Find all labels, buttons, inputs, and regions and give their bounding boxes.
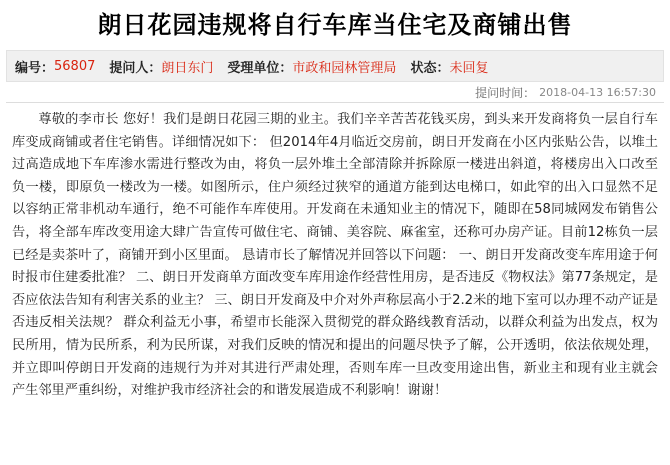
unit-value[interactable]: 市政和园林管理局 [292,60,397,76]
meta-bar [6,50,664,82]
time-value: 2018-04-13 16:57:30 [539,85,656,99]
submitter-value[interactable]: 朗日东门 [161,60,214,76]
number-label: 编号： [15,60,55,76]
time-label: 提问时间： [475,85,536,100]
status-label: 状态： [410,60,450,76]
page-title: 朗日花园违规将自行车库当住宅及商铺出售 [97,10,573,39]
submitter-label: 提问人： [109,60,162,76]
timestamp-row [6,82,664,103]
number-value: 56807 [54,58,96,74]
status-badge: 未回复 [449,60,489,76]
message-body: 尊敬的李市长 您好！我们是朗日花园三期的业主。我们辛辛苦苦花钱买房，到头来开发商将负一层自行车库变成商铺或者住宅销售。详细情况如下： 但2014年4月临近交房前，朗日开发商在小区内张贴公告，以堆土过高造成地下车库渗水需进行整改为由，将负一层外堆土全部清除并拆除原一楼进出斜道，将楼房出入口改至负一楼，即原负一楼改为一楼。如图所示，住户须经过狭窄的通道方能到达电梯口，如此窄的出入口显然不足以容纳正常非机动车通行，绝不可能作车库使用。开发商在未通知业主的情况下，随即在58同城网发布销售公告，将全部车库改变用途大肆广告宣传可做住宅、商铺、美容院、麻雀室，还称可办房产证。目前12栋负一层已经是卖茶叶了，商铺开到小区里面。 恳请市长了解情况并回答以下问题： 一、朗日开发商改变车库用途于何时报市住建委批准？ 二、朗日开发商单方面改变车库用途作经营性用房，是否违反《物权法》第77条规定，是否应依法告知有利害关系的业主？ 三、朗日开发商及中介对外声称层高小于2.2米的地下室可以办理不动产证是否违反相关法规？ 群众利益无小事，希望市长能深入贯彻党的群众路线教育活动，以群众利益为出发点，权为民所用，情为民所系，利为民所谋，对我们反映的情况和提出的问题尽快予了解，公开透明，依法依规处理，并立即叫停朗日开发商的违规行为并对其进行严肃处理，否则车库一旦改变用途出售，新业主和现有业主就会产生邻里严重纠纷，对维护我市经济社会的和谐发展造成不利影响！谢谢！ [12,112,658,399]
unit-label: 受理单位： [227,60,293,76]
